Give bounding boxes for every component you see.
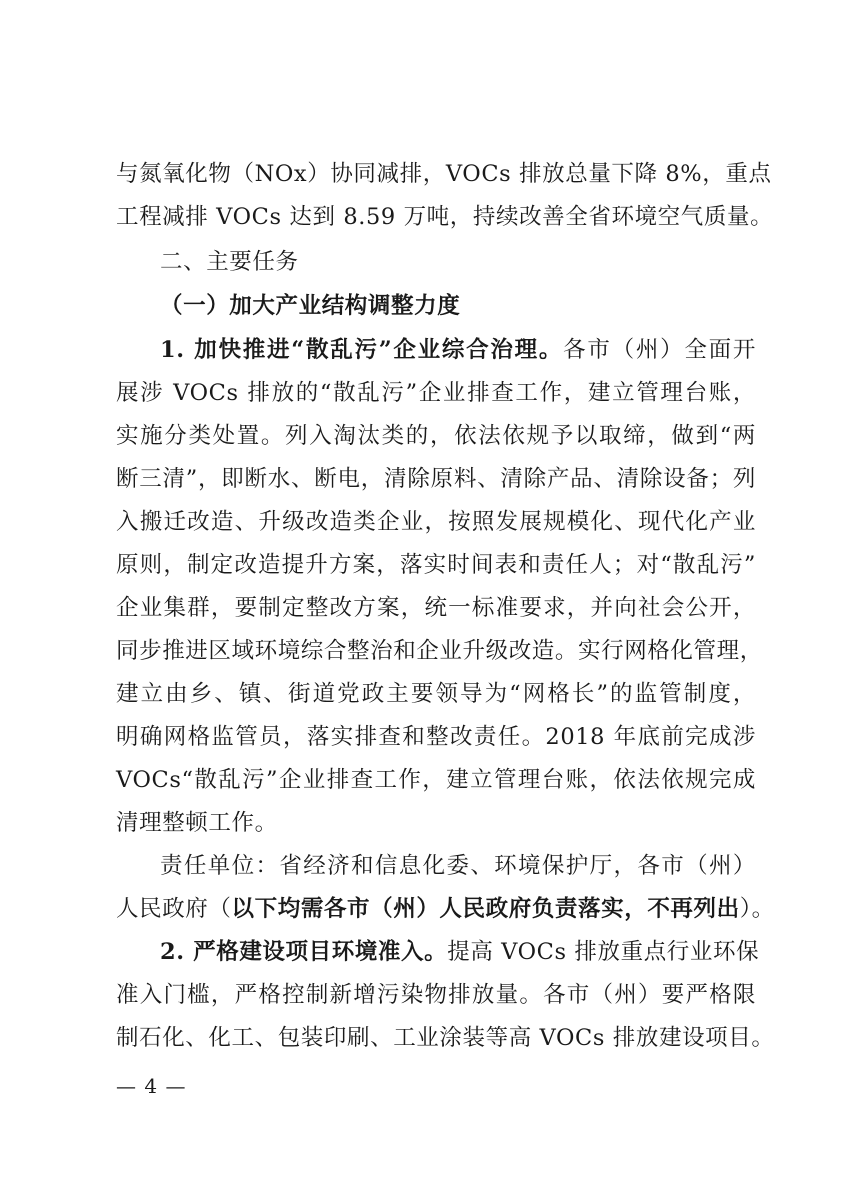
item2-first-line-rest: 提高 VOCs 排放重点行业环保 [447, 939, 760, 965]
item1-line: 展涉 VOCs 排放的“散乱污”企业排查工作，建立管理台账， [116, 380, 756, 406]
item2-first-line [160, 937, 760, 967]
responsibility-note: 以下均需各市（州）人民政府负责落实，不再列出 [231, 896, 740, 922]
item1-line: 企业集群，要制定整改方案，统一标准要求，并向社会公开， [116, 595, 756, 621]
item1-line: VOCs“散乱污”企业排查工作，建立管理台账，依法依规完成 [116, 767, 756, 793]
item1-line: 实施分类处置。列入淘汰类的，依法依规予以取缔，做到“两 [116, 423, 756, 449]
item1-line: 清理整顿工作。 [116, 810, 278, 836]
intro-line-1: 与氮氧化物（NOx）协同减排，VOCs 排放总量下降 8%，重点 [116, 161, 772, 187]
intro-line-2: 工程减排 VOCs 达到 8.59 万吨，持续改善全省环境空气质量。 [116, 204, 774, 230]
item1-line: 同步推进区域环境综合整治和企业升级改造。实行网格化管理， [116, 638, 763, 664]
subsection-heading: （一）加大产业结构调整力度 [160, 293, 461, 319]
responsibility-prefix: 人民政府（ [116, 896, 232, 922]
item2-title: 2. 严格建设项目环境准入。 [160, 939, 448, 965]
responsibility-line-1: 责任单位：省经济和信息化委、环境保护厅，各市（州） [160, 853, 756, 879]
item2-line: 制石化、化工、包装印刷、工业涂装等高 VOCs 排放建设项目。 [116, 1025, 775, 1051]
responsibility-suffix: ）。 [739, 896, 775, 922]
page-number: — 4 — [116, 1074, 187, 1098]
item1-line: 明确网格监管员，落实排查和整改责任。2018 年底前完成涉 [116, 724, 756, 750]
item1-line: 入搬迁改造、升级改造类企业，按照发展规模化、现代化产业 [116, 509, 756, 535]
responsibility-line-2 [116, 894, 775, 924]
section-heading: 二、主要任务 [160, 249, 299, 275]
item1-line: 建立由乡、镇、街道党政主要领导为“网格长”的监管制度， [116, 681, 756, 707]
item1-first-line [160, 335, 756, 365]
item1-first-line-rest: 各市（州）全面开 [563, 337, 756, 363]
item1-title: 1. 加快推进“散乱污”企业综合治理。 [160, 337, 564, 363]
item1-line: 断三清”，即断水、断电，清除原料、清除产品、清除设备；列 [116, 466, 756, 492]
item2-line: 准入门槛，严格控制新增污染物排放量。各市（州）要严格限 [116, 982, 756, 1008]
item1-line: 原则，制定改造提升方案，落实时间表和责任人；对“散乱污” [116, 552, 756, 578]
